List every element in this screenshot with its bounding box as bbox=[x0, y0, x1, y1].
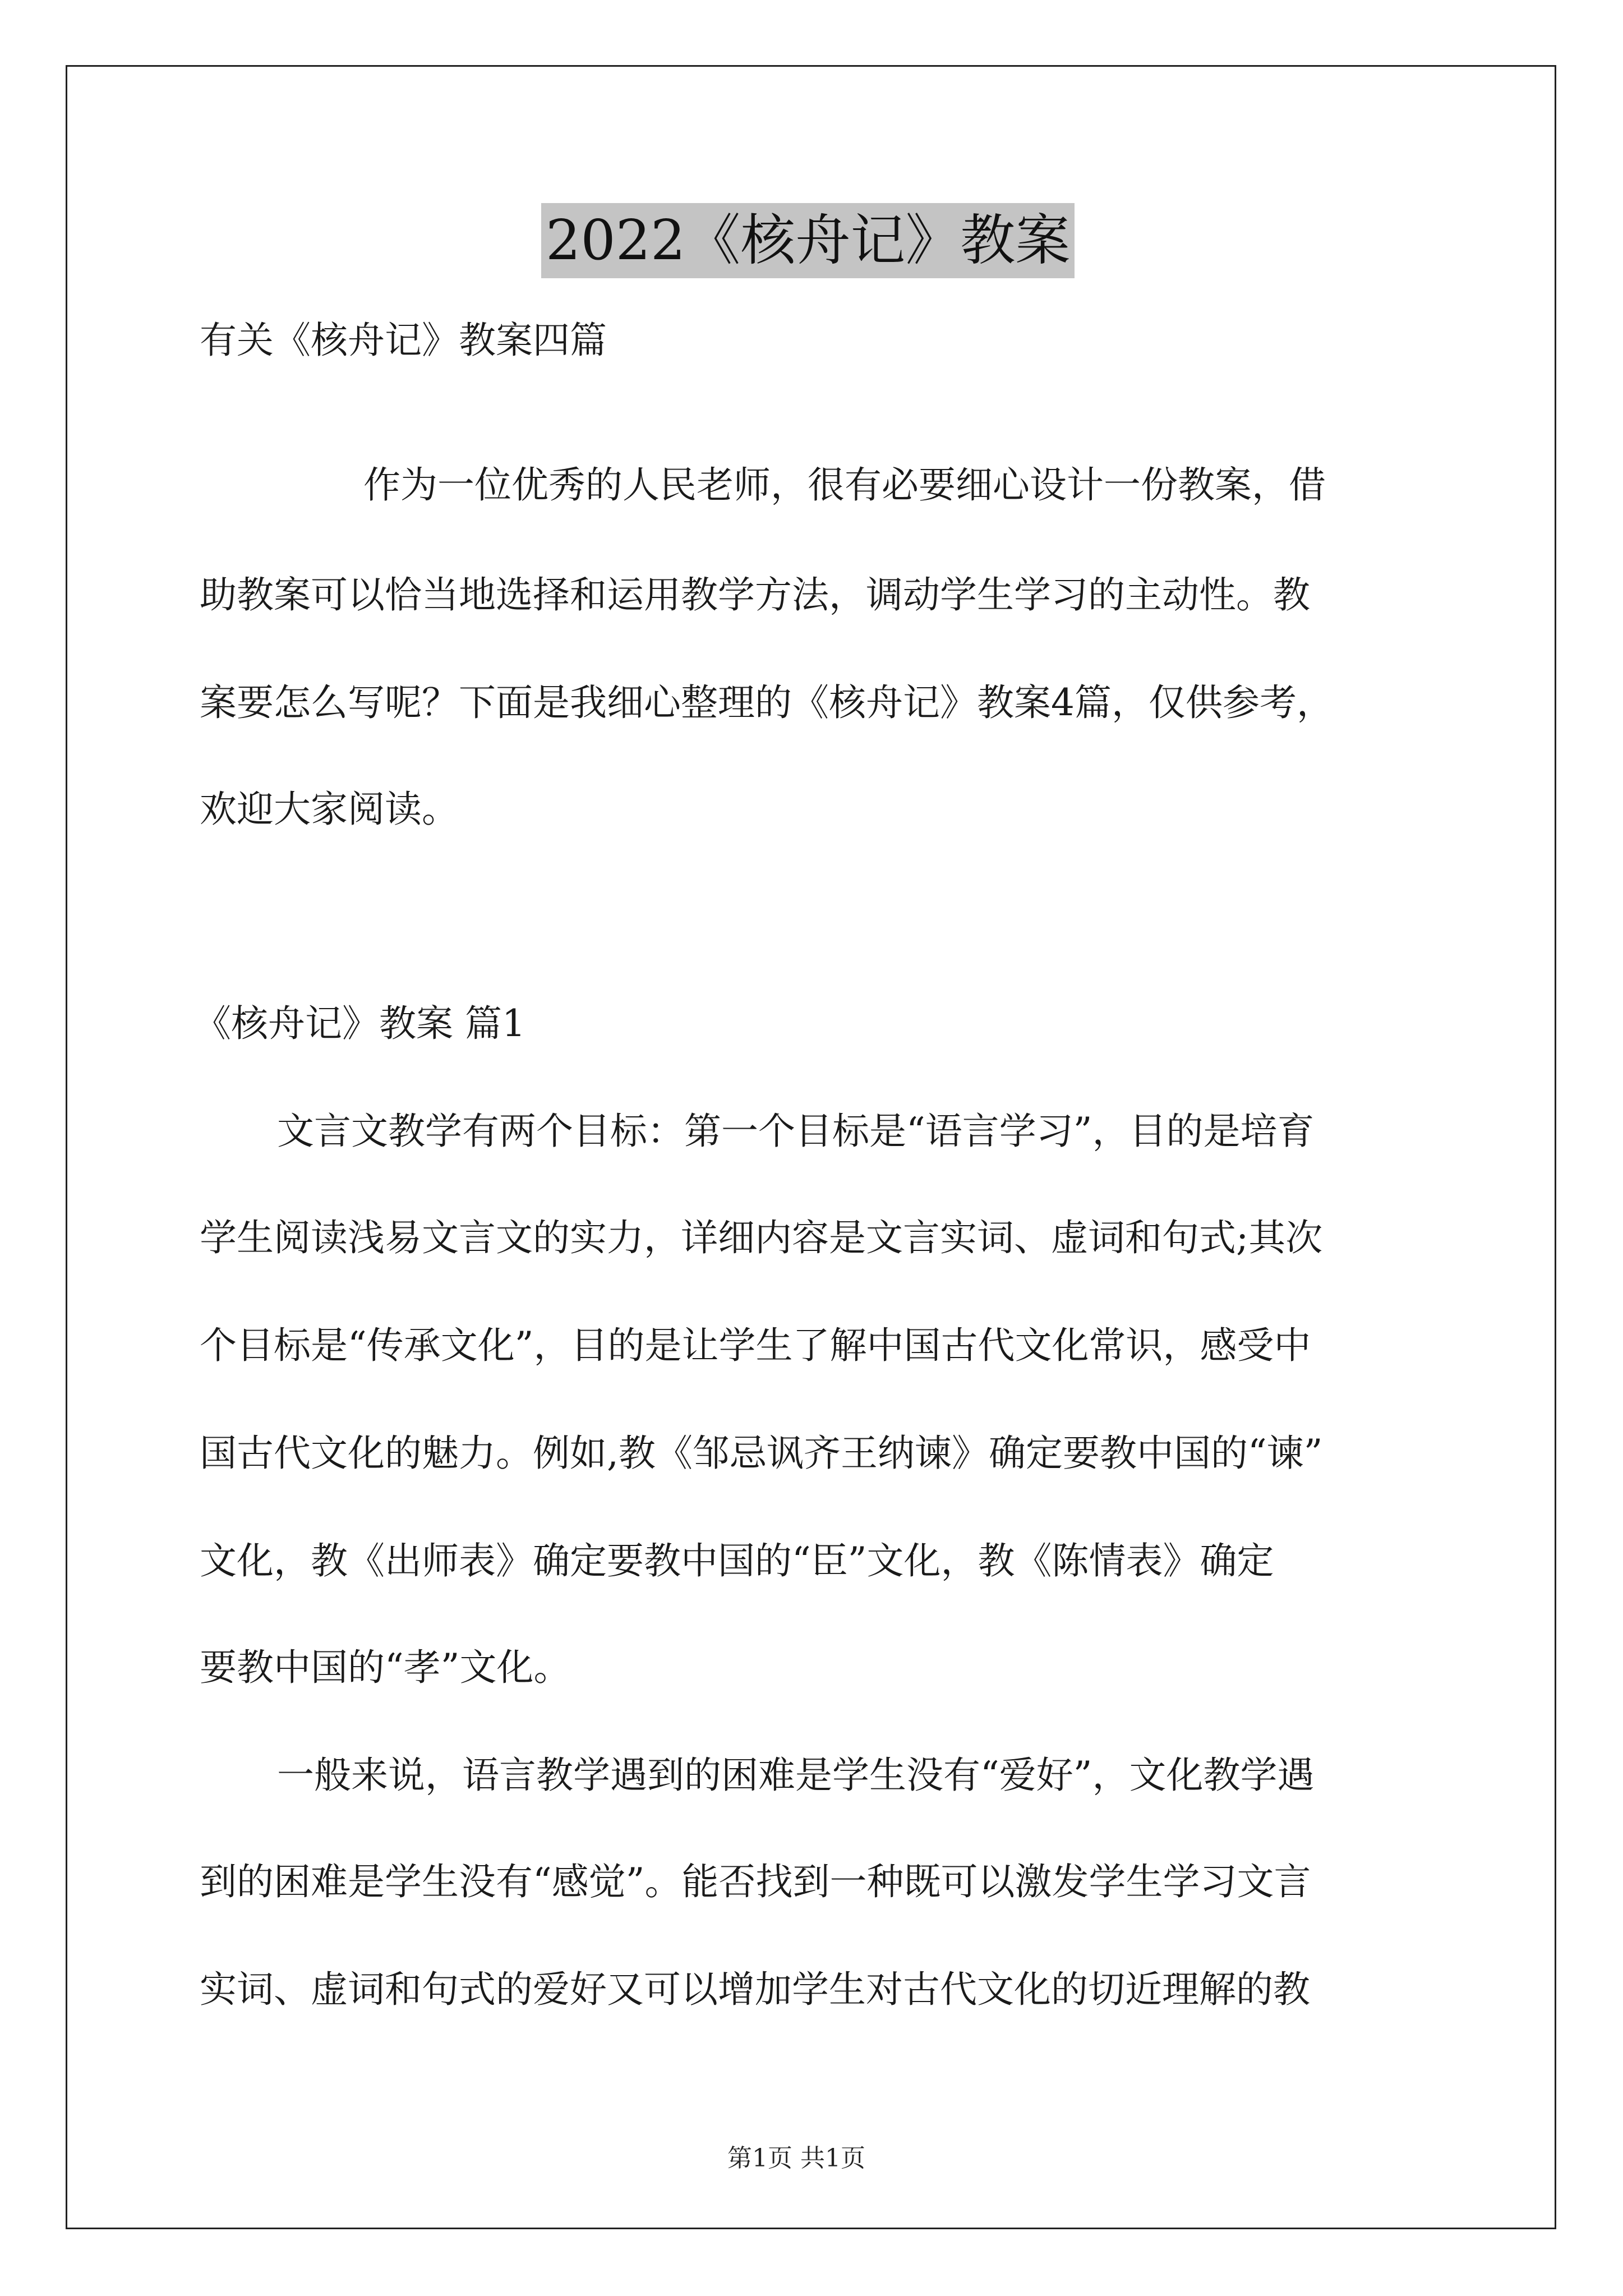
intro-line-4: 欢迎大家阅读。 bbox=[200, 788, 459, 831]
intro-line-2: 助教案可以恰当地选择和运用教学方法，调动学生学习的主动性。教 bbox=[200, 573, 1310, 616]
intro-line-1: 作为一位优秀的人民老师，很有必要细心设计一份教案，借 bbox=[363, 463, 1326, 507]
intro-line-3: 案要怎么写呢？下面是我细心整理的《核舟记》教案4篇，仅供参考， bbox=[200, 681, 1334, 724]
page-footer: 第1页 共1页 bbox=[727, 2144, 865, 2173]
paragraph1-line-6: 要教中国的“孝”文化。 bbox=[200, 1646, 571, 1689]
document-title: 2022《核舟记》教案 bbox=[541, 203, 1075, 278]
paragraph1-line-4: 国古代文化的魅力。例如,教《邹忌讽齐王纳谏》确定要教中国的“谏” bbox=[200, 1432, 1323, 1475]
document-subtitle: 有关《核舟记》教案四篇 bbox=[200, 319, 607, 362]
paragraph2-line-2: 到的困难是学生没有“感觉”。能否找到一种既可以激发学生学习文言 bbox=[200, 1860, 1311, 1903]
paragraph2-line-3: 实词、虚词和句式的爱好又可以增加学生对古代文化的切近理解的教 bbox=[200, 1968, 1310, 2011]
paragraph2-line-1: 一般来说，语言教学遇到的困难是学生没有“爱好”，文化教学遇 bbox=[277, 1754, 1315, 1797]
paragraph1-line-2: 学生阅读浅易文言文的实力，详细内容是文言实词、虚词和句式;其次 bbox=[200, 1216, 1323, 1259]
paragraph1-line-5: 文化，教《出师表》确定要教中国的“臣”文化，教《陈情表》确定 bbox=[200, 1539, 1274, 1582]
paragraph1-line-1: 文言文教学有两个目标：第一个目标是“语言学习”，目的是培育 bbox=[277, 1110, 1315, 1153]
paragraph1-line-3: 个目标是“传承文化”，目的是让学生了解中国古代文化常识，感受中 bbox=[200, 1324, 1311, 1367]
section-heading: 《核舟记》教案 篇1 bbox=[194, 1002, 525, 1045]
